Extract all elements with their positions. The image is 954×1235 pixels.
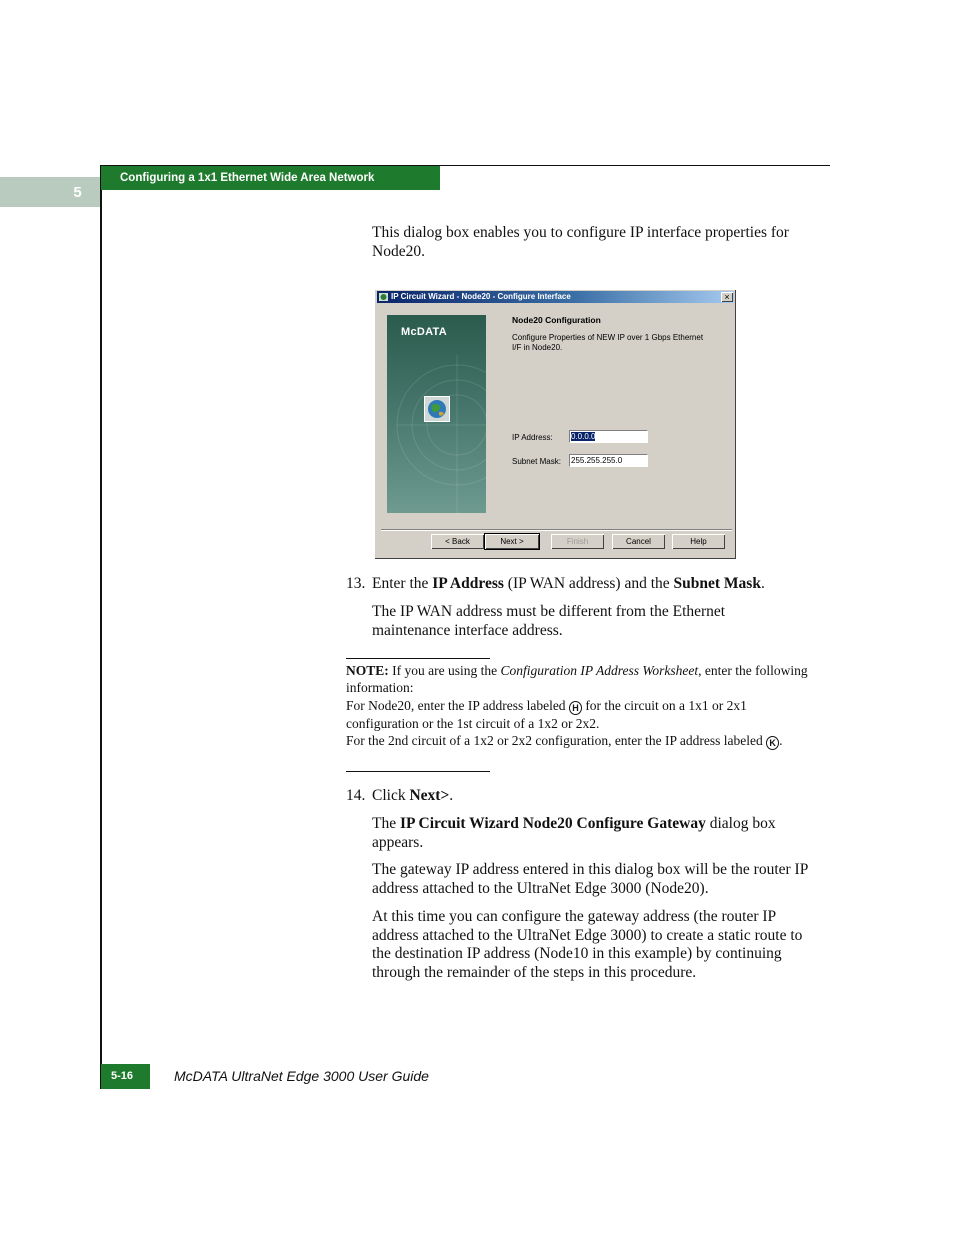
footer-guide-title: McDATA UltraNet Edge 3000 User Guide bbox=[174, 1068, 429, 1084]
help-button[interactable]: Help bbox=[672, 534, 725, 549]
step-13-number: 13. bbox=[346, 575, 366, 592]
note-top-rule bbox=[346, 658, 490, 659]
ip-address-value: 0.0.0.0 bbox=[571, 432, 596, 441]
step-13-follow-text: The IP WAN address must be different from the Ethernet maintenance interface address. bbox=[372, 603, 726, 639]
next-button[interactable]: Next > bbox=[485, 534, 539, 549]
close-button[interactable]: × bbox=[721, 292, 733, 302]
label-k-icon: K bbox=[766, 736, 779, 750]
note-node20-line: For Node20, enter the IP address labeled H for the circuit on a 1x1 or 2x1 configuration or the 1st circuit of a 1x2 or 2x2. bbox=[346, 697, 747, 731]
ip-address-label: IP Address: bbox=[512, 433, 553, 442]
left-margin-rule bbox=[100, 165, 102, 1089]
note-paragraph: NOTE: If you are using the Configuration IP Address Worksheet, enter the following information: bbox=[346, 663, 808, 696]
note-bottom-rule bbox=[346, 771, 490, 772]
step-14-number: 14. bbox=[346, 787, 366, 804]
step-14-dialog-appears: The IP Circuit Wizard Node20 Configure Gateway dialog box appears. bbox=[372, 815, 776, 851]
page-number: 5-16 bbox=[101, 1064, 150, 1089]
intro-paragraph: This dialog box enables you to configure IP interface properties for Node20. bbox=[372, 224, 789, 260]
globe-icon bbox=[424, 396, 450, 422]
subnet-mask-field[interactable]: 255.255.255.0 bbox=[569, 454, 648, 467]
static-route-paragraph: At this time you can configure the gateway address (the router IP address attached to the UltraNet Edge 3000) to create a static route to the destination IP address (Node10 in this example) by continuing through the remainder of the steps in this procedure. bbox=[372, 908, 803, 981]
step-13-text: Enter the IP Address (IP WAN address) and the Subnet Mask. bbox=[372, 575, 765, 592]
dialog-button-separator bbox=[381, 529, 732, 531]
dialog-titlebar: IP Circuit Wizard - Node20 - Configure Interface bbox=[377, 291, 734, 303]
configuration-description: Configure Properties of NEW IP over 1 Gbps Ethernet I/F in Node20. bbox=[512, 333, 704, 352]
note-block bbox=[346, 662, 822, 750]
ip-address-field[interactable] bbox=[569, 430, 648, 443]
note-second-circuit-line: For the 2nd circuit of a 1x2 or 2x2 configuration, enter the IP address labeled K . bbox=[346, 732, 783, 748]
cancel-button[interactable]: Cancel bbox=[612, 534, 665, 549]
wizard-app-icon bbox=[379, 293, 388, 301]
finish-button[interactable]: Finish bbox=[551, 534, 604, 549]
node-configuration-heading: Node20 Configuration bbox=[512, 315, 601, 325]
subnet-mask-label: Subnet Mask: bbox=[512, 457, 561, 466]
label-h-icon: H bbox=[569, 701, 582, 715]
gateway-paragraph: The gateway IP address entered in this dialog box will be the router IP address attached to the UltraNet Edge 3000 (Node20). bbox=[372, 861, 808, 897]
back-button[interactable]: < Back bbox=[431, 534, 484, 549]
chapter-title: Configuring a 1x1 Ethernet Wide Area Network bbox=[101, 166, 440, 190]
step-14-text: Click Next>. bbox=[372, 787, 454, 804]
chapter-number-tab: 5 bbox=[0, 177, 101, 207]
mcdata-logo: McDATA bbox=[401, 326, 447, 338]
